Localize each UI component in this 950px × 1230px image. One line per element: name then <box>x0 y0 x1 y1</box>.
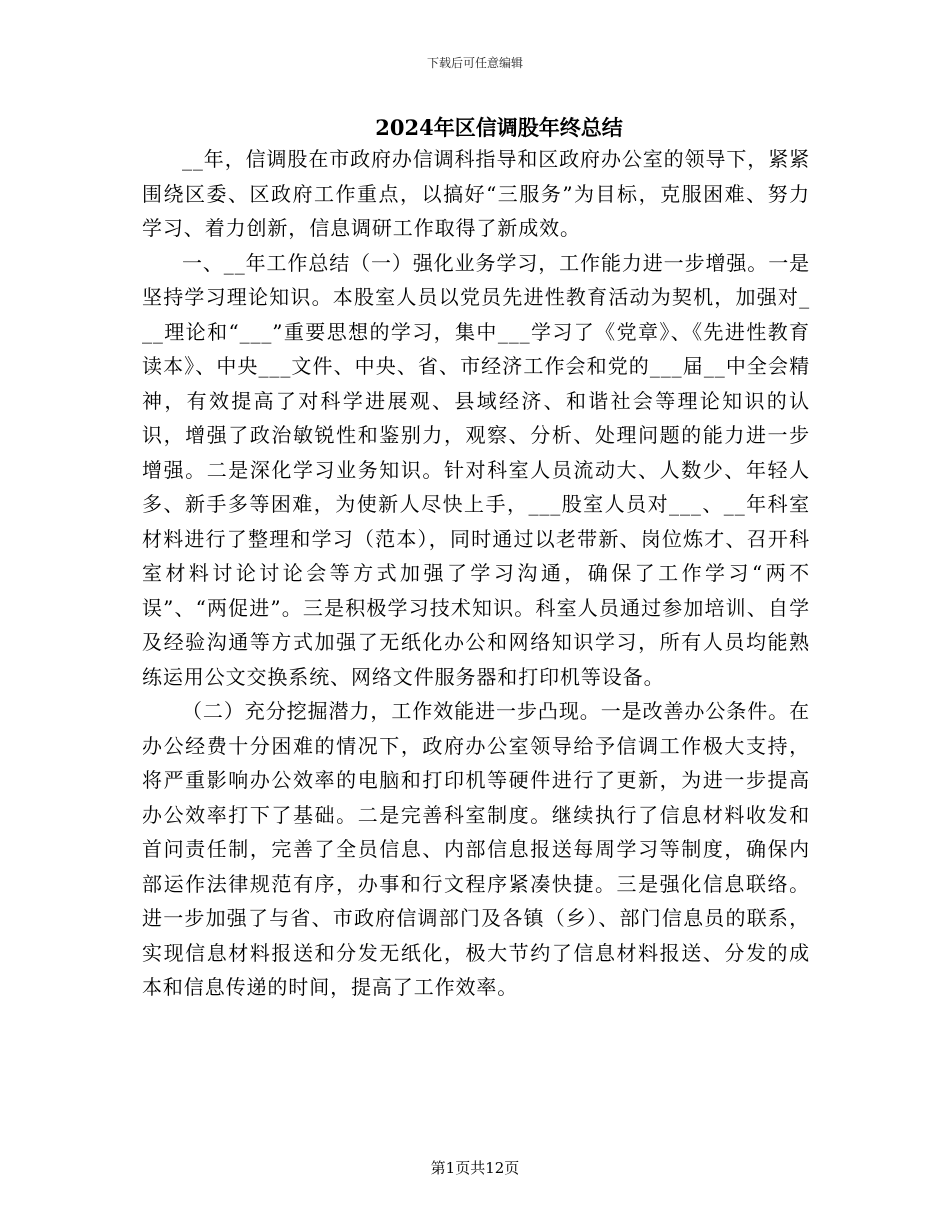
page-number: 第1页共12页 <box>430 1159 520 1177</box>
document-title: 2024年区信调股年终总结 <box>375 115 623 140</box>
header-note: 下载后可任意编辑 <box>426 56 523 70</box>
document-body <box>142 142 810 1005</box>
paragraph-intro: __年，信调股在市政府办信调科指导和区政府办公室的领导下，紧紧围绕区委、区政府工作重点，以搞好“三服务”为目标，克服困难、努力学习、着力创新，信息调研工作取得了新成效。 <box>142 147 810 240</box>
paragraph-section-two: （二）充分挖掘潜力，工作效能进一步凸现。一是改善办公条件。在办公经费十分困难的情况下，政府办公室领导给予信调工作极大支持，将严重影响办公效率的电脑和打印机等硬件进行了更新，为进一步提高办公效率打下了基础。二是完善科室制度。继续执行了信息材料收发和首问责任制，完善了全员信息、内部信息报送每周学习等制度，确保内部运作法律规范有序，办事和行文程序紧凑快捷。三是强化信息联络。进一步加强了与省、市政府信调部门及各镇（乡）、部门信息员的联系，实现信息材料报送和分发无纸化，极大节约了信息材料报送、分发的成本和信息传递的时间，提高了工作效率。 <box>142 699 810 999</box>
paragraph-section-one: 一、__年工作总结（一）强化业务学习，工作能力进一步增强。一是坚持学习理论知识。本股室人员以党员先进性教育活动为契机，加强对___理论和“___”重要思想的学习，集中___学习了《党章》、《先进性教育读本》、中央___文件、中央、省、市经济工作会和党的___届__中全会精神，有效提高了对科学进展观、县域经济、和谐社会等理论知识的认识，增强了政治敏锐性和鉴别力，观察、分析、处理问题的能力进一步增强。二是深化学习业务知识。针对科室人员流动大、人数少、年轻人多、新手多等困难，为使新人尽快上手，___股室人员对___、__年科室材料进行了整理和学习（范本），同时通过以老带新、岗位炼才、召开科室材料讨论讨论会等方式加强了学习沟通，确保了工作学习“两不误”、“两促进”。三是积极学习技术知识。科室人员通过参加培训、自学及经验沟通等方式加强了无纸化办公和网络知识学习，所有人员均能熟练运用公文交换系统、网络文件服务器和打印机等设备。 <box>142 250 810 689</box>
